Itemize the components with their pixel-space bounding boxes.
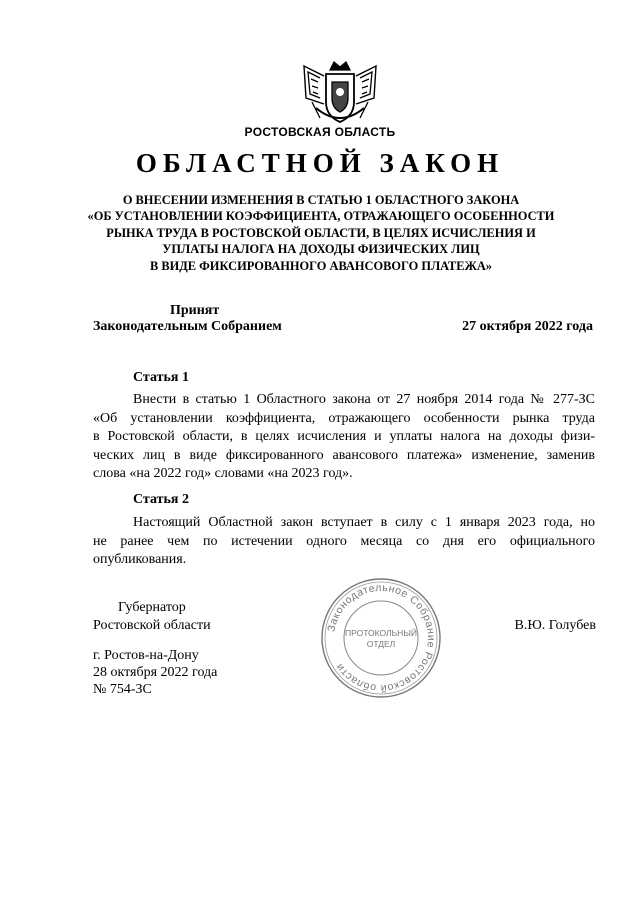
signer-position-line2: Ростовской области — [93, 618, 211, 633]
subject-line: РЫНКА ТРУДА В РОСТОВСКОЙ ОБЛАСТИ, В ЦЕЛЯХ ИСЧИСЛЕНИЯ И — [106, 225, 536, 240]
article-line: Настоящий Областной закон вступает в силу с 1 января 2023 года, но — [133, 515, 595, 530]
stamp-center-line1: ПРОТОКОЛЬНЫЙ — [345, 628, 417, 638]
signer-name: В.Ю. Голубев — [514, 618, 596, 633]
signer-position-line1: Губернатор — [118, 600, 186, 615]
adoption-date: 27 октября 2022 года — [462, 319, 593, 334]
article-1-title: Статья 1 — [133, 370, 189, 385]
stamp-ring-text: Законодательное Собрание Ростовской области — [325, 581, 438, 695]
stamp-center-line2: ОТДЕЛ — [366, 639, 396, 649]
article-line: в Ростовской области, в целях исчисления и уплаты налога на доходы физи- — [93, 429, 595, 445]
coat-of-arms-emblem — [296, 58, 384, 128]
subject-line: О ВНЕСЕНИИ ИЗМЕНЕНИЯ В СТАТЬЮ 1 ОБЛАСТНОГО ЗАКОНА — [122, 193, 520, 207]
law-type-title: ОБЛАСТНОЙ ЗАКОН — [135, 148, 505, 178]
adopted-label: Принят — [170, 303, 220, 318]
article-line: ческих лиц в виде фиксированного авансового платежа» изменение, заменив — [93, 447, 595, 463]
article-line: «Об установлении коэффициента, отражающего особенности рынка труда — [93, 410, 595, 426]
place-city: г. Ростов-на-Дону — [93, 648, 199, 663]
law-subject — [80, 192, 562, 274]
subject-line: УПЛАТЫ НАЛОГА НА ДОХОДЫ ФИЗИЧЕСКИХ ЛИЦ — [162, 242, 480, 257]
subject-line: В ВИДЕ ФИКСИРОВАННОГО АВАНСОВОГО ПЛАТЕЖА» — [150, 258, 492, 273]
article-line: слова «на 2022 год» словами «на 2023 год». — [93, 466, 353, 482]
article-2-title: Статья 2 — [133, 492, 189, 507]
article-2-text — [93, 514, 595, 570]
signing-date: 28 октября 2022 года — [93, 665, 218, 680]
region-name: РОСТОВСКАЯ ОБЛАСТЬ — [244, 125, 396, 139]
law-number: № 754-ЗС — [93, 682, 152, 697]
article-line: не ранее чем по истечении одного месяца со дня его официального — [93, 533, 595, 549]
subject-line: «ОБ УСТАНОВЛЕНИИ КОЭФФИЦИЕНТА, ОТРАЖАЮЩЕГО ОСОБЕННОСТИ — [87, 209, 555, 224]
article-line: Внести в статью 1 Областного закона от 27 ноября 2014 года № 277-ЗС — [133, 392, 595, 407]
official-stamp — [319, 576, 443, 700]
article-line: опубликования. — [93, 552, 187, 568]
adopted-by: Законодательным Собранием — [93, 319, 282, 334]
article-1-text — [93, 391, 595, 484]
